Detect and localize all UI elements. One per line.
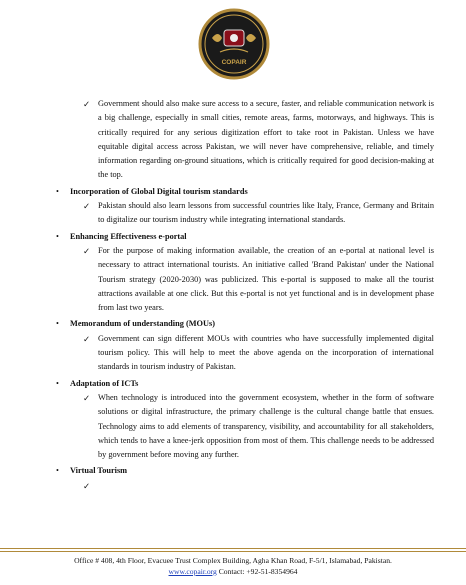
website-link[interactable]: www.copair.org <box>168 566 217 576</box>
intro-check-item <box>56 97 434 183</box>
footer-divider <box>0 548 466 549</box>
check-item-icts: ✓ When technology is introduced into the government ecosystem, whether in the form of software solutions or digital infrastructure, the primary challenge is the cultural change battle that ensues. Technology aims to add elements of transparency, visibility, and accountability for all stakeholders, which tends to have a knee-jerk opposition from most of them. This challenge needs to be addressed by government before moving any further. <box>83 392 434 460</box>
checkmark-icon: ✓ <box>83 245 91 256</box>
document-body <box>56 97 434 491</box>
section-heading-e-portal: • Enhancing Effectiveness e-portal <box>56 230 434 244</box>
logo-text: COPAIR <box>221 59 247 66</box>
check-item-e-portal: ✓ For the purpose of making information available, the creation of an e-portal at national level is necessary to attract international tourists. An initiative called 'Brand Pakistan' under the National Tourism strategy (2020-2030) was publicized. This e-portal is supposed to make all the tourist attractions available at one click. But this e-portal is not yet functional and is in development phase from last two years. <box>83 245 434 313</box>
bullet-icon: • <box>56 186 59 196</box>
section-heading-virtual-tourism: • Virtual Tourism <box>56 464 434 478</box>
checkmark-icon: ✓ <box>83 201 91 212</box>
checkmark-icon: ✓ <box>83 392 91 403</box>
page-footer <box>0 556 466 577</box>
checkmark-icon: ✓ <box>83 99 91 109</box>
section-heading-mous: • Memorandum of understanding (MOUs) <box>56 317 434 331</box>
footer-divider-thin <box>0 551 466 552</box>
bullet-icon: • <box>56 319 59 329</box>
bullet-icon: • <box>56 231 59 241</box>
section-heading-global-standards: • Incorporation of Global Digital tourism standards <box>56 185 434 199</box>
copair-logo <box>198 8 270 80</box>
check-item-global-standards: ✓ Pakistan should also learn lessons from successful countries like Italy, France, Germany and Britain to digitalize our tourism industry while integrating international standards. <box>83 201 434 225</box>
check-item-mous: ✓ Government can sign different MOUs with countries who have successfully implemented digital tourism policy. This will help to meet the above agenda on the incorporation of international standards in tourism industry of Pakistan. <box>83 333 434 372</box>
bullet-icon: • <box>56 466 59 476</box>
checkmark-icon: ✓ <box>83 480 91 491</box>
intro-check-text: Government should also make sure access to a secure, faster, and reliable communication network is a big challenge, especially in small cities, remote areas, farms, motorways, and highways. This is critically required for any serious digitization effort to take root in Pakistan. Unless we have equitable digital access across Pakistan, we will never have comprehensive, reliable, and timely information regarding on-ground situations, which is critically required for good decision-making at the top. <box>98 99 434 180</box>
footer-contact-line <box>0 567 466 578</box>
footer-address: Office # 408, 4th Floor, Evacuee Trust Complex Building, Agha Khan Road, F-5/1, Islamabad, Pakistan. <box>74 556 392 565</box>
bullet-icon: • <box>56 378 59 388</box>
footer-contact: Contact: +92-51-8354964 <box>218 566 298 576</box>
checkmark-icon: ✓ <box>83 333 91 344</box>
section-heading-icts: • Adaptation of ICTs <box>56 377 434 391</box>
